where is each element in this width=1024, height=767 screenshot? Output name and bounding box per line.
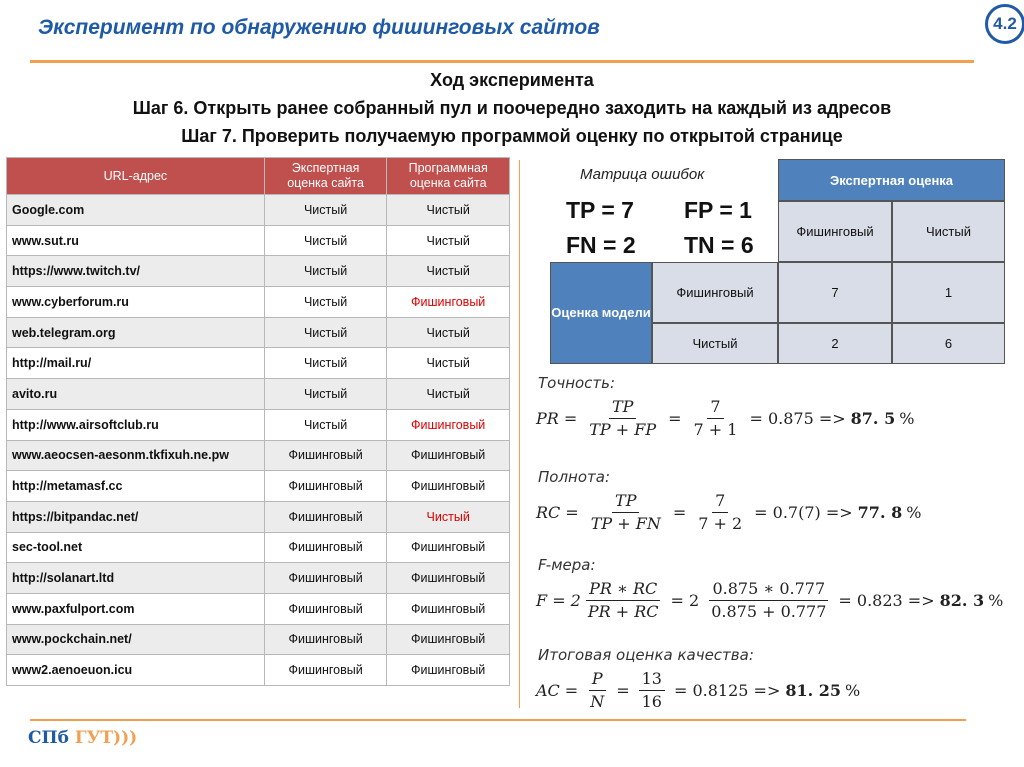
precision-percent-sign: % [899,409,915,428]
url-cell: www.aeocsen-aesonm.tkfixuh.ne.pw [7,440,265,471]
logo-text-gut: ГУТ [74,728,114,748]
precision-percent: 87. 5 [850,409,896,428]
program-cell: Фишинговый [387,655,510,686]
precision-formula: PR = $\frac{TP}{TP + FP}$ = $\frac{7}{7 + 1}$ = 0.875 => 87. 5 % [536,397,915,439]
fmeasure-mid: = 2 [670,591,700,610]
table-row [7,440,510,471]
matrix-row-clean: Чистый [652,323,778,364]
recall-percent: 77. 8 [857,503,903,522]
table-row [7,501,510,532]
fmeasure-percent: 82. 3 [939,591,985,610]
accuracy-den1: N [590,692,605,711]
expert-cell: Фишинговый [264,593,387,624]
expert-cell: Фишинговый [264,624,387,655]
accuracy-formula: AC = $\frac{P}{N}$ = $\frac{13}{16}$ = 0.8125 => 81. 25 % [536,669,861,711]
subtitle-step-6: Шаг 6. Открыть ранее собранный пул и поочередно заходить на каждый из адресов [132,98,892,118]
matrix-col-clean: Чистый [892,201,1005,262]
fmeasure-den1: PR + RC [587,602,659,621]
precision-label: Точность: [538,374,616,392]
url-cell: sec-tool.net [7,532,265,563]
fmeasure-formula [536,578,1003,623]
expert-cell: Чистый [264,409,387,440]
recall-num2: 7 [712,490,728,513]
table-row [7,655,510,686]
logo-text-spb: СПб [28,728,75,748]
program-cell: Фишинговый [387,409,510,440]
program-cell: Чистый [387,348,510,379]
accuracy-num1: P [589,668,606,691]
recall-percent-sign: % [906,503,922,522]
expert-cell: Чистый [264,379,387,410]
table-row [7,471,510,502]
accuracy-den2: 16 [641,692,662,711]
url-cell: Google.com [7,195,265,226]
url-cell: https://bitpandac.net/ [7,501,265,532]
expert-cell: Чистый [264,287,387,318]
expert-cell: Чистый [264,225,387,256]
expert-cell: Фишинговый [264,532,387,563]
slide-number-badge: 4.2 [985,4,1024,44]
recall-den2: 7 + 2 [698,514,743,533]
program-cell: Чистый [387,256,510,287]
expert-cell: Чистый [264,195,387,226]
table-row [7,624,510,655]
table-row [7,256,510,287]
matrix-row-phish: Фишинговый [652,262,778,323]
logo-waves-icon: ))) [113,728,138,748]
precision-den2: 7 + 1 [693,420,738,439]
fmeasure-num1: PR ∗ RC [586,578,660,601]
matrix-cell-tp: 7 [778,262,892,323]
header-expert: Экспертная оценка сайта [264,158,387,195]
fmeasure-percent-sign: % [988,591,1004,610]
subtitle-heading: Ход эксперимента [430,70,594,90]
recall-den1: TP + FN [590,514,661,533]
matrix-col-phish: Фишинговый [778,201,892,262]
table-row [7,379,510,410]
accuracy-percent-sign: % [845,681,861,700]
program-cell: Фишинговый [387,563,510,594]
accuracy-label: Итоговая оценка качества: [538,646,754,664]
fmeasure-lhs: F = 2 [536,591,581,610]
matrix-expert-header: Экспертная оценка [778,159,1005,201]
program-cell: Чистый [387,379,510,410]
footer-divider [30,719,966,721]
slide-title: Эксперимент по обнаружению фишинговых сайтов [38,16,600,39]
expert-cell: Чистый [264,256,387,287]
precision-result: = 0.875 => [749,409,846,428]
table-row [7,287,510,318]
accuracy-num2: 13 [639,668,665,691]
expert-cell: Чистый [264,317,387,348]
expert-cell: Фишинговый [264,471,387,502]
url-cell: www.cyberforum.ru [7,287,265,318]
url-cell: avito.ru [7,379,265,410]
slide-subtitle [0,66,1024,150]
table-row [7,593,510,624]
accuracy-lhs: AC [536,681,560,700]
recall-lhs: RC [536,503,561,522]
fmeasure-den2: 0.875 + 0.777 [711,602,827,621]
url-cell: http://mail.ru/ [7,348,265,379]
vertical-divider [519,160,520,708]
table-row [7,225,510,256]
accuracy-result: = 0.8125 => [673,681,781,700]
precision-den1: TP + FP [589,420,657,439]
table-row [7,348,510,379]
header-url: URL-адрес [7,158,265,195]
subtitle-step-7: Шаг 7. Проверить получаемую программой оценку по открытой странице [181,126,843,146]
recall-formula: RC = $\frac{TP}{TP + FN}$ = $\frac{7}{7 + 2}$ = 0.7(7) => 77. 8 % [536,491,922,533]
url-cell: https://www.twitch.tv/ [7,256,265,287]
program-cell: Чистый [387,501,510,532]
fmeasure-label: F-мера: [538,556,596,574]
url-cell: www2.aenoeuon.icu [7,655,265,686]
table-body [7,195,510,686]
program-cell: Чистый [387,225,510,256]
url-cell: www.sut.ru [7,225,265,256]
url-cell: http://solanart.ltd [7,563,265,594]
table-header-row [7,158,510,195]
table-row [7,195,510,226]
precision-num1: TP [609,396,636,419]
program-cell: Фишинговый [387,532,510,563]
recall-label: Полнота: [538,468,611,486]
table-row [7,409,510,440]
precision-lhs: PR [536,409,559,428]
recall-result: = 0.7(7) => [754,503,853,522]
url-evaluation-table [6,157,510,686]
url-cell: web.telegram.org [7,317,265,348]
url-cell: http://metamasf.cc [7,471,265,502]
matrix-cell-tn: 6 [892,323,1005,364]
table-row [7,317,510,348]
precision-num2: 7 [707,396,723,419]
table-row [7,532,510,563]
matrix-cell-fn: 2 [778,323,892,364]
expert-cell: Чистый [264,348,387,379]
metric-tp: TP = 7 [566,197,634,223]
program-cell: Чистый [387,317,510,348]
metric-tn: TN = 6 [684,232,754,258]
program-cell: Чистый [387,195,510,226]
header-program: Программная оценка сайта [387,158,510,195]
metric-fn: FN = 2 [566,232,636,258]
url-cell: www.pockchain.net/ [7,624,265,655]
expert-cell: Фишинговый [264,501,387,532]
matrix-label: Матрица ошибок [580,166,705,183]
expert-cell: Фишинговый [264,440,387,471]
university-logo [28,728,137,748]
fmeasure-result: = 0.823 => [838,591,935,610]
url-cell: http://www.airsoftclub.ru [7,409,265,440]
recall-num1: TP [612,490,639,513]
expert-cell: Фишинговый [264,563,387,594]
fmeasure-num2: 0.875 ∗ 0.777 [709,578,828,601]
program-cell: Фишинговый [387,440,510,471]
metric-fp: FP = 1 [684,197,752,223]
table-row [7,563,510,594]
accuracy-percent: 81. 25 [785,681,842,700]
program-cell: Фишинговый [387,593,510,624]
url-cell: www.paxfulport.com [7,593,265,624]
expert-cell: Фишинговый [264,655,387,686]
matrix-cell-fp: 1 [892,262,1005,323]
program-cell: Фишинговый [387,624,510,655]
program-cell: Фишинговый [387,471,510,502]
matrix-model-header: Оценка модели [550,262,652,364]
program-cell: Фишинговый [387,287,510,318]
title-divider [30,60,974,63]
